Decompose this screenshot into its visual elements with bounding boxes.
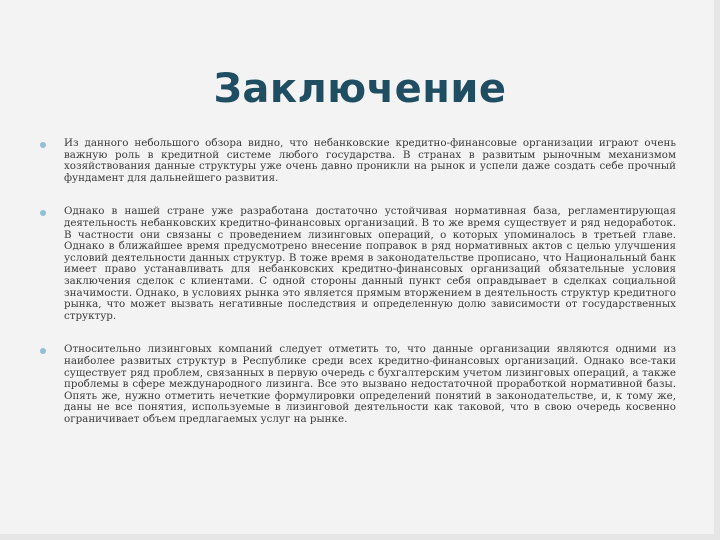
bullet-dot-icon (40, 142, 46, 148)
bullet-dot-icon (40, 348, 46, 354)
bullet-text: Из данного небольшого обзора видно, что небанковские кредитно-финансовые организации играют очень важную роль в кредитной системе любого государства. В странах в развитым рыночным механизмом хозяйствования данные структуры уже очень давно проникли на рынок и успели даже создать себе прочный фундамент для дальнейшего развития. (64, 137, 676, 184)
bullet-text: Однако в нашей стране уже разработана достаточно устойчивая нормативная база, регламентирующая деятельность небанковских кредитно-финансовых организаций. В то же время существует и ряд недоработок. В частности они связаны с проведением лизинговых операций, о которых упоминалось в третьей главе. Однако в ближайшее время предусмотрено внесение поправок в ряд нормативных актов с целью улучшения условий деятельности данных структур. В тоже время в законодательстве прописано, что Национальный банк имеет право устанавливать для небанковских кредитно-финансовых организаций обязательные условия заключения сделок с клиентами. С одной стороны данный пункт себя оправдывает в сделках социальной значимости. Однако, в условиях рынка это является прямым вторжением в деятельность структур кредитного рынка, что может вызвать негативные последствия и определенную долю зависимости от государственных структур. (64, 205, 676, 322)
bullet-dot-icon (40, 210, 46, 216)
bullet-text: Относительно лизинговых компаний следует отметить то, что данные организации являются одними из наиболее развитых структур в Республике среди всех кредитно-финансовых организаций. Однако все-таки существует ряд проблем, связанных в первую очередь с бухгалтерским учетом лизинговых операций, а также проблемы в сфере международного лизинга. Все это вызвано недостаточной проработкой нормативной базы. Опять же, нужно отметить нечеткие формулировки определений понятий в законодательстве, и, к тому же, даны не все понятия, используемые в лизинговой деятельности как таковой, что в свою очередь косвенно ограничивает объем предлагаемых услуг на рынке. (64, 343, 676, 425)
bullet-item (40, 138, 676, 184)
bullet-item (40, 344, 676, 425)
bullet-item (40, 206, 676, 322)
slide-title: Заключение (213, 66, 507, 112)
bullet-list (40, 138, 676, 447)
